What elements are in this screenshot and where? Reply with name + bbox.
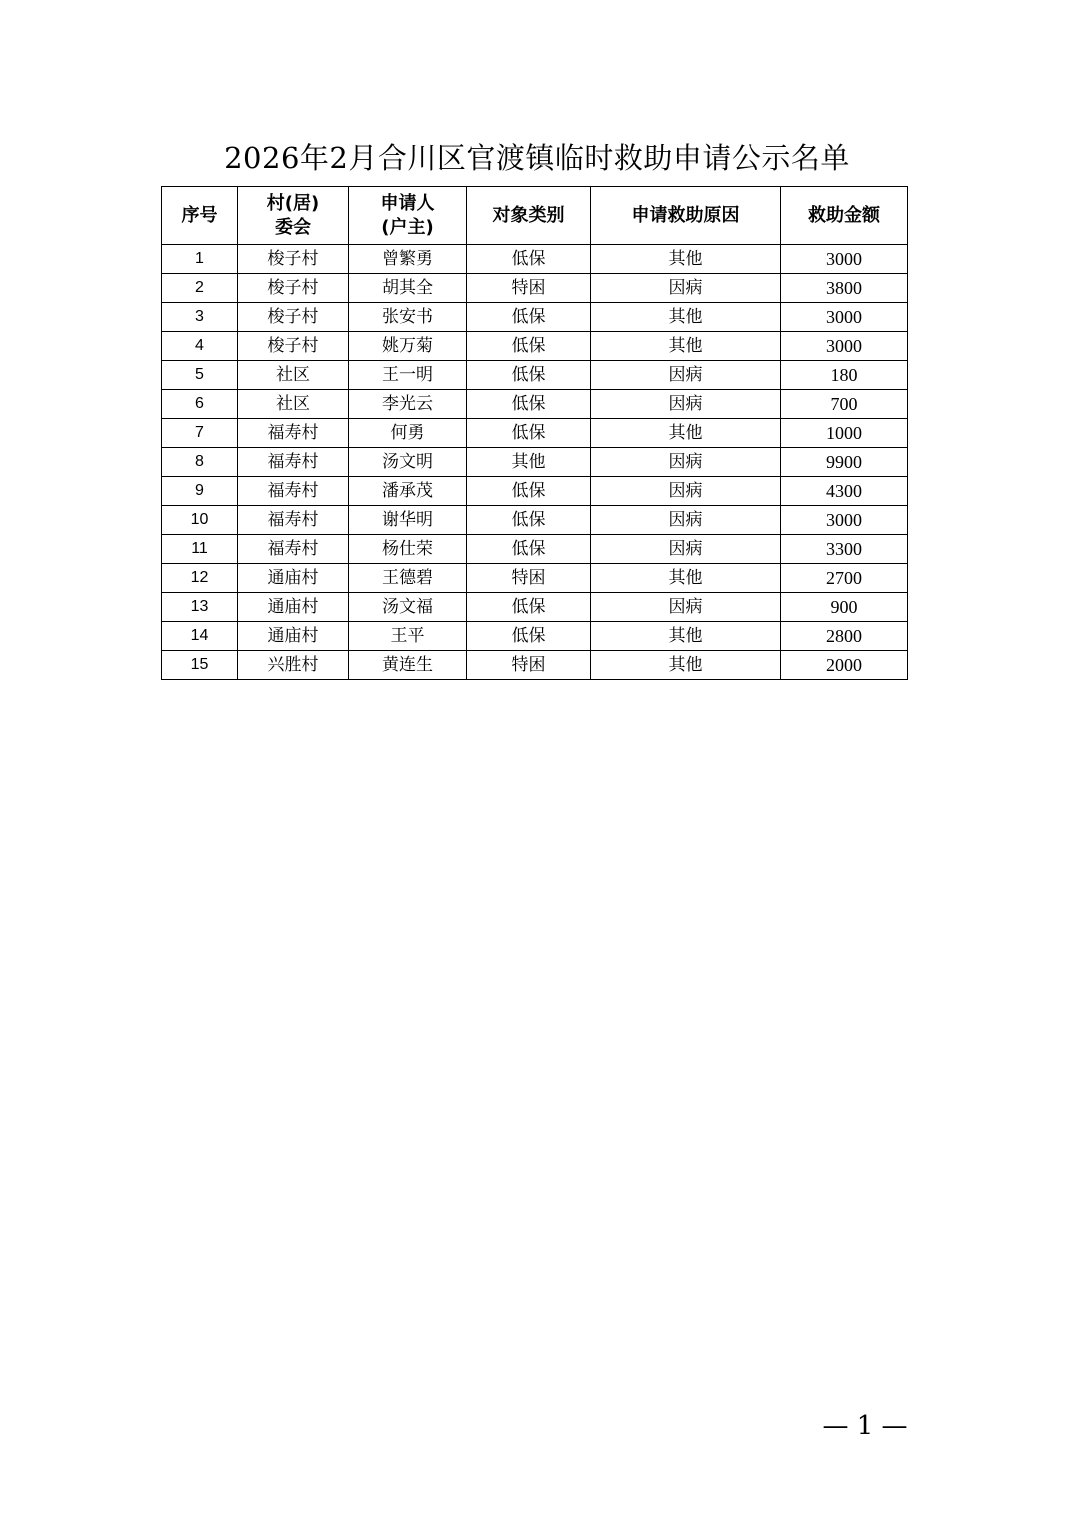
cell-village: 福寿村: [238, 477, 349, 506]
cell-index: 9: [162, 477, 238, 506]
cell-applicant: 谢华明: [349, 506, 467, 535]
header-village-line1: 村(居): [266, 192, 320, 214]
header-amount-label: 救助金额: [808, 204, 880, 226]
cell-amount: 3000: [781, 506, 908, 535]
header-index-label: 序号: [181, 204, 218, 226]
header-village-line2: 委会: [275, 216, 311, 238]
cell-amount: 2000: [781, 651, 908, 680]
cell-category: 特困: [467, 564, 591, 593]
cell-reason: 因病: [591, 477, 781, 506]
cell-category: 低保: [467, 245, 591, 274]
cell-index: 4: [162, 332, 238, 361]
cell-reason: 因病: [591, 274, 781, 303]
cell-applicant: 张安书: [349, 303, 467, 332]
cell-reason: 因病: [591, 593, 781, 622]
cell-category: 特困: [467, 274, 591, 303]
cell-amount: 1000: [781, 419, 908, 448]
cell-reason: 因病: [591, 361, 781, 390]
cell-reason: 因病: [591, 390, 781, 419]
cell-village: 兴胜村: [238, 651, 349, 680]
cell-amount: 3800: [781, 274, 908, 303]
cell-reason: 其他: [591, 332, 781, 361]
cell-index: 13: [162, 593, 238, 622]
cell-village: 社区: [238, 390, 349, 419]
cell-amount: 3000: [781, 245, 908, 274]
cell-amount: 180: [781, 361, 908, 390]
table-header-row: [162, 187, 908, 245]
cell-village: 梭子村: [238, 245, 349, 274]
cell-amount: 2800: [781, 622, 908, 651]
cell-amount: 2700: [781, 564, 908, 593]
cell-applicant: 王一明: [349, 361, 467, 390]
cell-reason: 其他: [591, 622, 781, 651]
header-reason-label: 申请救助原因: [631, 204, 740, 226]
cell-category: 低保: [467, 506, 591, 535]
table-row: [162, 332, 908, 361]
cell-index: 11: [162, 535, 238, 564]
cell-applicant: 王德碧: [349, 564, 467, 593]
table-row: [162, 419, 908, 448]
cell-index: 12: [162, 564, 238, 593]
table-row: [162, 622, 908, 651]
cell-applicant: 姚万菊: [349, 332, 467, 361]
cell-applicant: 李光云: [349, 390, 467, 419]
header-index: [162, 187, 238, 245]
cell-village: 福寿村: [238, 535, 349, 564]
table-row: [162, 303, 908, 332]
page-title: 2026年2月合川区官渡镇临时救助申请公示名单: [224, 141, 850, 175]
cell-amount: 3300: [781, 535, 908, 564]
cell-applicant: 潘承茂: [349, 477, 467, 506]
cell-index: 2: [162, 274, 238, 303]
table-row: [162, 535, 908, 564]
cell-index: 1: [162, 245, 238, 274]
header-category-label: 对象类别: [492, 204, 565, 226]
cell-applicant: 杨仕荣: [349, 535, 467, 564]
table-row: [162, 593, 908, 622]
relief-application-table: [161, 186, 908, 680]
table-row: [162, 390, 908, 419]
cell-index: 7: [162, 419, 238, 448]
table-row: [162, 506, 908, 535]
table-header: [162, 187, 908, 245]
cell-amount: 3000: [781, 303, 908, 332]
cell-category: 低保: [467, 361, 591, 390]
cell-index: 3: [162, 303, 238, 332]
table-row: [162, 448, 908, 477]
cell-reason: 其他: [591, 651, 781, 680]
cell-village: 通庙村: [238, 593, 349, 622]
cell-reason: 其他: [591, 564, 781, 593]
cell-reason: 其他: [591, 245, 781, 274]
table-row: [162, 361, 908, 390]
cell-category: 特困: [467, 651, 591, 680]
cell-amount: 4300: [781, 477, 908, 506]
cell-category: 低保: [467, 303, 591, 332]
cell-village: 福寿村: [238, 448, 349, 477]
header-reason: [591, 187, 781, 245]
cell-village: 梭子村: [238, 332, 349, 361]
table-row: [162, 477, 908, 506]
cell-village: 福寿村: [238, 506, 349, 535]
cell-applicant: 黄连生: [349, 651, 467, 680]
cell-index: 6: [162, 390, 238, 419]
cell-applicant: 汤文福: [349, 593, 467, 622]
cell-index: 8: [162, 448, 238, 477]
cell-reason: 其他: [591, 303, 781, 332]
header-village: [238, 187, 349, 245]
cell-index: 5: [162, 361, 238, 390]
cell-index: 14: [162, 622, 238, 651]
cell-category: 低保: [467, 419, 591, 448]
cell-village: 梭子村: [238, 274, 349, 303]
cell-amount: 900: [781, 593, 908, 622]
cell-applicant: 汤文明: [349, 448, 467, 477]
cell-applicant: 胡其全: [349, 274, 467, 303]
cell-village: 福寿村: [238, 419, 349, 448]
cell-reason: 其他: [591, 419, 781, 448]
cell-amount: 9900: [781, 448, 908, 477]
cell-reason: 因病: [591, 506, 781, 535]
cell-amount: 700: [781, 390, 908, 419]
cell-index: 15: [162, 651, 238, 680]
page-number: — 1 —: [822, 1411, 908, 1441]
cell-village: 梭子村: [238, 303, 349, 332]
cell-category: 低保: [467, 390, 591, 419]
table-row: [162, 651, 908, 680]
cell-reason: 因病: [591, 448, 781, 477]
cell-applicant: 王平: [349, 622, 467, 651]
table-row: [162, 564, 908, 593]
cell-category: 其他: [467, 448, 591, 477]
cell-category: 低保: [467, 593, 591, 622]
cell-reason: 因病: [591, 535, 781, 564]
cell-category: 低保: [467, 332, 591, 361]
header-applicant-line1: 申请人: [380, 192, 435, 214]
cell-village: 社区: [238, 361, 349, 390]
cell-category: 低保: [467, 477, 591, 506]
cell-amount: 3000: [781, 332, 908, 361]
cell-village: 通庙村: [238, 564, 349, 593]
table-row: [162, 274, 908, 303]
header-amount: [781, 187, 908, 245]
header-applicant-line2: (户主): [381, 216, 434, 238]
table-body: [162, 245, 908, 680]
table-row: [162, 245, 908, 274]
header-applicant: [349, 187, 467, 245]
cell-applicant: 何勇: [349, 419, 467, 448]
cell-category: 低保: [467, 622, 591, 651]
cell-category: 低保: [467, 535, 591, 564]
cell-village: 通庙村: [238, 622, 349, 651]
cell-applicant: 曾繁勇: [349, 245, 467, 274]
cell-index: 10: [162, 506, 238, 535]
header-category: [467, 187, 591, 245]
